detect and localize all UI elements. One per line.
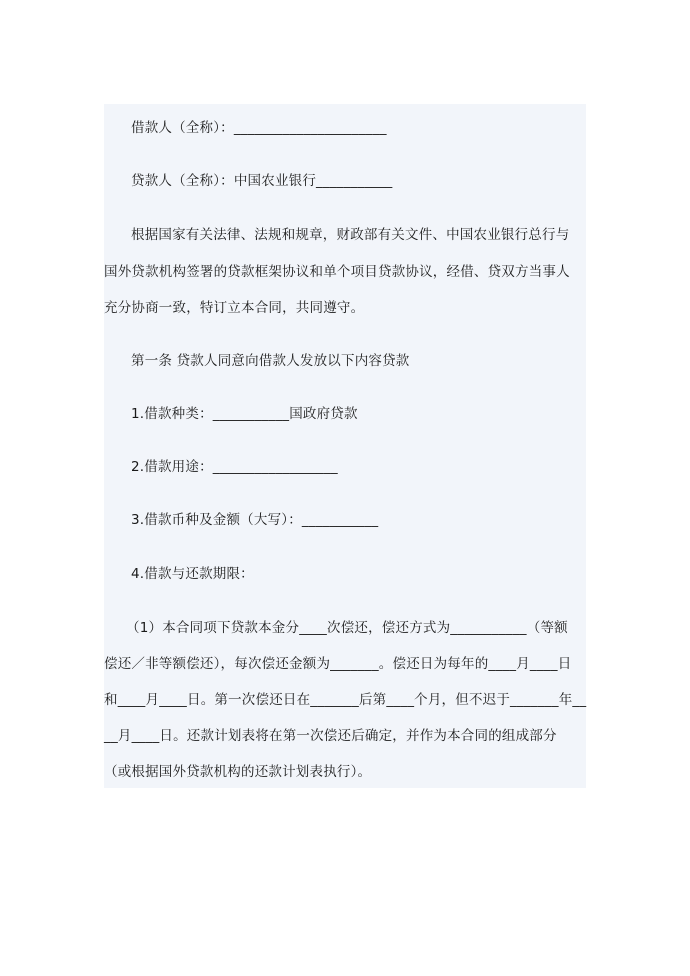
preamble-line-2: 国外贷款机构签署的贷款框架协议和单个项目贷款协议，经借、贷双方当事人: [104, 264, 570, 280]
clause-1-line-1: （1）本合同项下贷款本金分____次偿还，偿还方式为___________（等额: [126, 620, 568, 636]
loan-currency-amount-line: 3.借款币种及金额（大写）：___________: [131, 512, 379, 528]
contract-text-block: [104, 104, 586, 788]
lender-name-line: 贷款人（全称）：中国农业银行___________: [131, 173, 393, 189]
borrower-name-line: 借款人（全称）：______________________: [131, 120, 387, 136]
clause-1-line-4: __月____日。还款计划表将在第一次偿还后确定，并作为本合同的组成部分: [104, 728, 557, 744]
loan-purpose-line: 2.借款用途：__________________: [131, 459, 338, 475]
article-1-heading: 第一条 贷款人同意向借款人发放以下内容贷款: [131, 353, 410, 369]
loan-term-heading: 4.借款与还款期限：: [131, 566, 254, 582]
preamble-line-1: 根据国家有关法律、法规和规章，财政部有关文件、中国农业银行总行与: [131, 227, 570, 243]
preamble-line-3: 充分协商一致，特订立本合同，共同遵守。: [104, 300, 365, 316]
loan-type-line: 1.借款种类：___________国政府贷款: [131, 406, 358, 422]
clause-1-line-2: 偿还／非等额偿还），每次偿还金额为_______。偿还日为每年的____月____日: [104, 656, 572, 672]
clause-1-line-5: （或根据国外贷款机构的还款计划表执行）。: [104, 764, 372, 780]
clause-1-line-3: 和____月____日。第一次偿还日在_______后第____个月，但不迟于_______年__: [104, 692, 587, 708]
